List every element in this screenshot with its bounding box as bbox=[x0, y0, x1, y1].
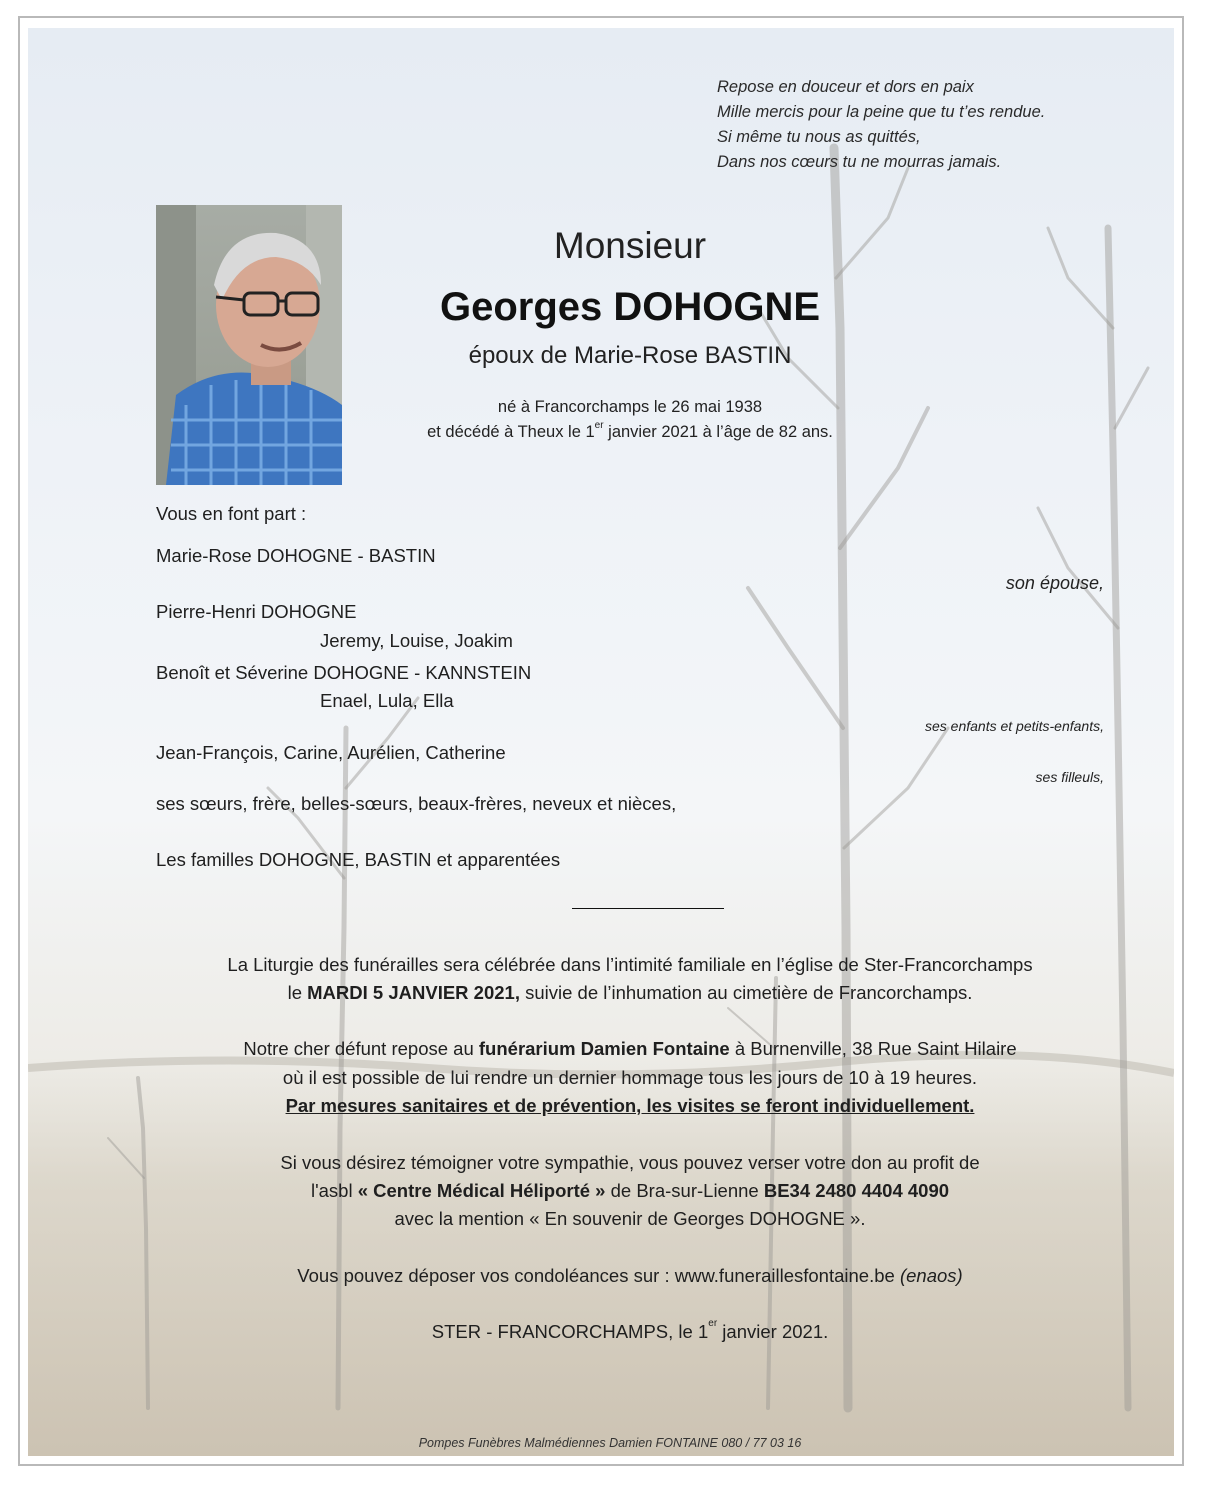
family-child-2: Benoît et Séverine DOHOGNE - KANNSTEIN bbox=[156, 662, 532, 683]
charity-name: « Centre Médical Héliporté » bbox=[357, 1180, 606, 1201]
family-families: Les familles DOHOGNE, BASTIN et apparentées bbox=[156, 849, 561, 870]
funeral-line-2-post: suivie de l’inhumation au cimetière de Francorchamps. bbox=[519, 982, 973, 1003]
family-siblings: ses sœurs, frère, belles-sœurs, beaux-frères, neveux et nièces, bbox=[156, 793, 677, 814]
visitation-line-1-post: à Burnenville, 38 Rue Saint Hilaire bbox=[729, 1038, 1017, 1059]
funeral-line-1: La Liturgie des funérailles sera célébrée dans l’intimité familiale en l’église de Ster-Francorchamps bbox=[227, 954, 1033, 975]
visitation-line-1 bbox=[100, 1038, 1160, 1060]
family-wife: Marie-Rose DOHOGNE - BASTIN bbox=[156, 545, 436, 566]
condolences-italic: (enaos) bbox=[899, 1265, 963, 1286]
place-date bbox=[100, 1318, 1160, 1343]
death-line-text: et décédé à Theux le 1 bbox=[427, 423, 595, 441]
deceased-name: Georges DOHOGNE bbox=[439, 285, 821, 329]
family-godchildren: Jean-François, Carine, Aurélien, Catherine bbox=[156, 742, 506, 763]
footer-undertaker: Pompes Funèbres Malmédiennes Damien FONTAINE 080 / 77 03 16 bbox=[418, 1436, 802, 1450]
title-monsieur: Monsieur bbox=[553, 225, 707, 266]
poem-line: Si même tu nous as quittés, bbox=[717, 128, 921, 146]
donation-line-2-pre: l'asbl bbox=[310, 1180, 358, 1201]
funeral-line-2-pre: le bbox=[287, 982, 308, 1003]
family-grandchildren-2: Enael, Lula, Ella bbox=[320, 690, 454, 711]
donation-line-1: Si vous désirez témoigner votre sympathie, vous pouvez verser votre don au profit de bbox=[280, 1152, 980, 1173]
family-intro: Vous en font part : bbox=[156, 503, 307, 524]
family-child-1: Pierre-Henri DOHOGNE bbox=[156, 601, 357, 622]
family-godchildren-role: ses filleuls, bbox=[1035, 769, 1104, 785]
place-date-sup: er bbox=[708, 1318, 718, 1329]
poem bbox=[717, 75, 1137, 175]
donation-line-2-mid: de Bra-sur-Lienne bbox=[605, 1180, 764, 1201]
funeral-line-2 bbox=[100, 982, 1160, 1004]
death-line-text-end: janvier 2021 à l’âge de 82 ans. bbox=[603, 423, 833, 441]
visitation-line-2: où il est possible de lui rendre un dernier hommage tous les jours de 10 à 19 heures. bbox=[282, 1067, 978, 1088]
donation-line-2 bbox=[100, 1180, 1160, 1202]
spouse-line: époux de Marie-Rose BASTIN bbox=[468, 342, 792, 369]
poem-line: Repose en douceur et dors en paix bbox=[717, 78, 974, 96]
place-date-pre: STER - FRANCORCHAMPS, le 1 bbox=[431, 1321, 709, 1342]
birth-line: né à Francorchamps le 26 mai 1938 bbox=[497, 398, 763, 416]
donation-line-3: avec la mention « En souvenir de Georges DOHOGNE ». bbox=[394, 1208, 866, 1229]
poem-line: Mille mercis pour la peine que tu t’es rendue. bbox=[717, 103, 1046, 121]
portrait-photo bbox=[156, 205, 342, 485]
funerarium-name: funérarium Damien Fontaine bbox=[478, 1038, 730, 1059]
death-line-sup: er bbox=[594, 420, 604, 431]
condolences-text: Vous pouvez déposer vos condoléances sur : www.funeraillesfontaine.be bbox=[297, 1265, 900, 1286]
place-date-post: janvier 2021. bbox=[717, 1321, 829, 1342]
visitation-notice: Par mesures sanitaires et de prévention, les visites se feront individuellement. bbox=[285, 1095, 975, 1116]
visitation-line-1-pre: Notre cher défunt repose au bbox=[243, 1038, 479, 1059]
death-line bbox=[330, 420, 930, 442]
family-grandchildren-1: Jeremy, Louise, Joakim bbox=[320, 630, 513, 651]
family-wife-role: son épouse, bbox=[1005, 573, 1104, 593]
funeral-date: MARDI 5 JANVIER 2021, bbox=[307, 982, 520, 1003]
condolences-line bbox=[100, 1265, 1160, 1287]
separator-line bbox=[572, 908, 724, 909]
iban: BE34 2480 4404 4090 bbox=[763, 1180, 950, 1201]
family-children-role: ses enfants et petits-enfants, bbox=[925, 718, 1104, 734]
poem-line: Dans nos cœurs tu ne mourras jamais. bbox=[717, 153, 1002, 171]
